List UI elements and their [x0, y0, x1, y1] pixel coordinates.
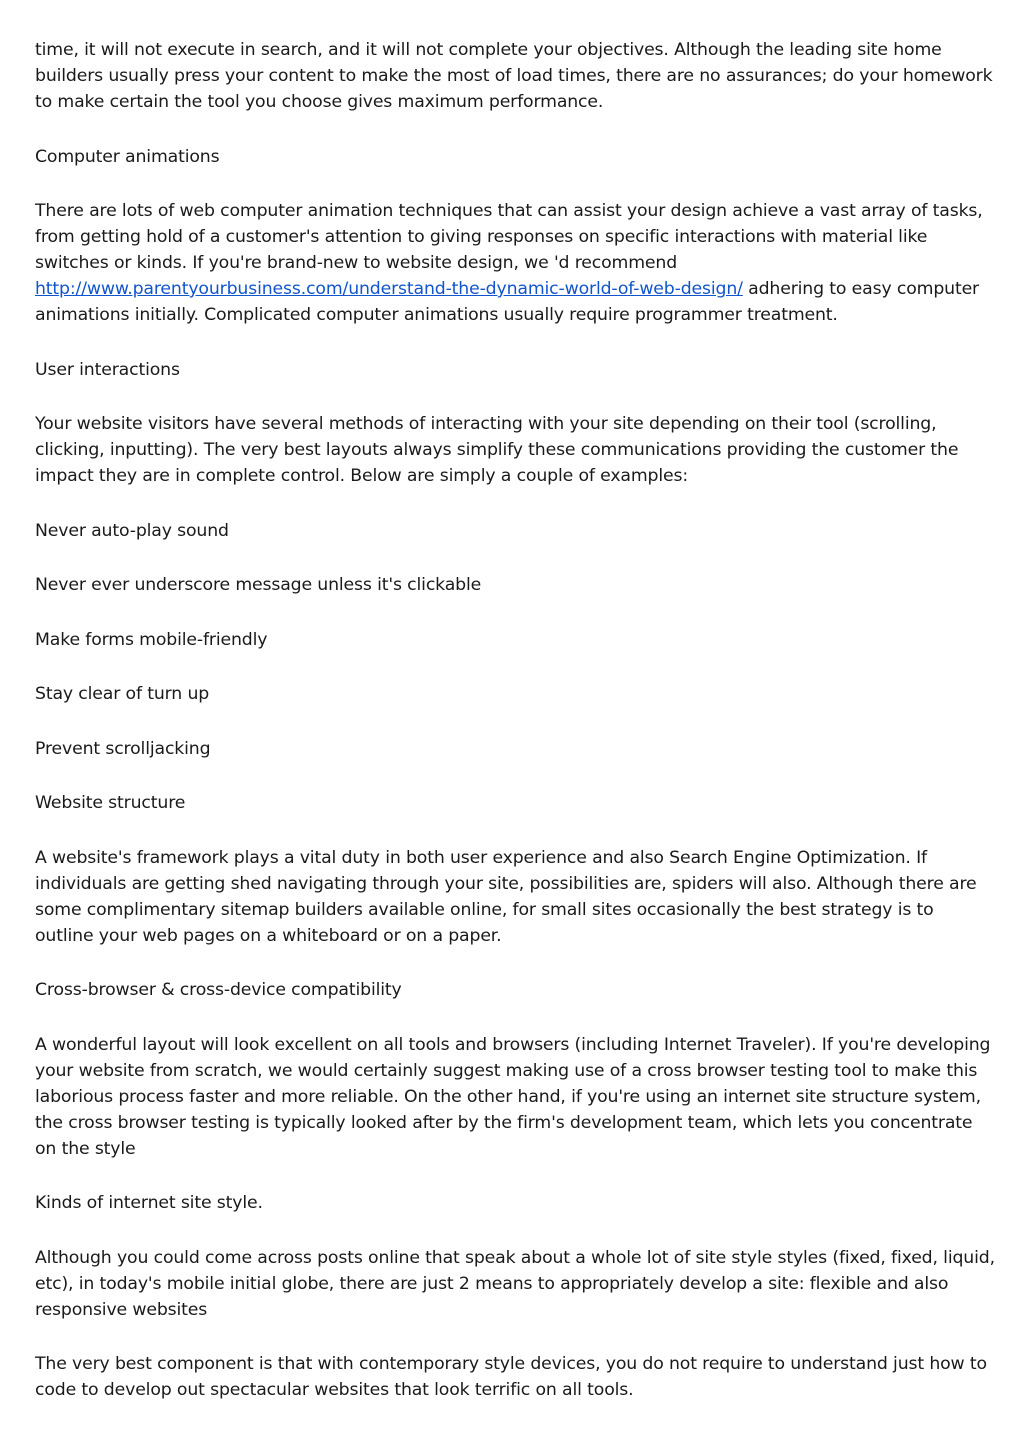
heading-computer-animations: Computer animations	[35, 146, 220, 167]
paragraph-animations-text-before: There are lots of web computer animation techniques that can assist your design achieve a vast array of tasks, from getting hold of a customer's attention to giving responses on specific interactions with material like switches or kinds. If you're brand-new to website design, we 'd recommend	[35, 201, 983, 273]
paragraph-site-style-kinds: Although you could come across posts online that speak about a whole lot of site style styles (fixed, fixed, liquid, etc), in today's mobile initial globe, there are just 2 means to appropriately develop a site: flexible and also responsive websites	[35, 1247, 995, 1320]
heading-site-style-kinds: Kinds of internet site style.	[35, 1193, 263, 1213]
paragraph-structure: A website's framework plays a vital duty in both user experience and also Search Engine Optimization. If individuals are getting shed navigating through your site, possibilities are, spiders will also. Although there are some complimentary sitemap builders available online, for small sites occasionally the best strategy is to outline your web pages on a whiteboard or on a paper.	[35, 847, 977, 946]
paragraph-intro: time, it will not execute in search, and it will not complete your objectives. Although the leading site home builders usually press your content to make the most of load times, there are no assurances; do your homework to make certain the tool you choose gives maximum performance.	[35, 40, 993, 112]
paragraph-animations	[35, 198, 995, 328]
heading-website-structure: Website structure	[35, 793, 186, 813]
paragraph-interactions: Your website visitors have several methods of interacting with your site depending on their tool (scrolling, clicking, inputting). The very best layouts always simplify these communications providing the customer the impact they are in complete control. Below are simply a couple of examples:	[35, 414, 959, 486]
parentyourbusiness-link[interactable]: http://www.parentyourbusiness.com/understand-the-dynamic-world-of-web-design/	[35, 279, 743, 299]
list-item: Never auto-play sound	[35, 520, 229, 541]
heading-user-interactions: User interactions	[35, 359, 180, 380]
list-item: Prevent scrolljacking	[35, 738, 211, 759]
document-body	[35, 37, 995, 1403]
list-item: Stay clear of turn up	[35, 684, 210, 704]
paragraph-compatibility: A wonderful layout will look excellent on all tools and browsers (including Internet Traveler). If you're developing your website from scratch, we would certainly suggest making use of a cross browser testing tool to make this laborious process faster and more reliable. On the other hand, if you're using an internet site structure system, the cross browser testing is typically looked after by the firm's development team, which lets you concentrate on the style	[35, 1034, 991, 1159]
heading-compatibility: Cross-browser & cross-device compatibility	[35, 980, 402, 1000]
paragraph-final: The very best component is that with contemporary style devices, you do not require to understand just how to code to develop out spectacular websites that look terrific on all tools.	[35, 1354, 987, 1400]
list-item: Make forms mobile-friendly	[35, 629, 268, 650]
list-item: Never ever underscore message unless it's clickable	[35, 575, 482, 595]
paragraph-animations-text-after: adhering to easy computer animations initially. Complicated computer animations usually require programmer treatment.	[35, 279, 980, 325]
